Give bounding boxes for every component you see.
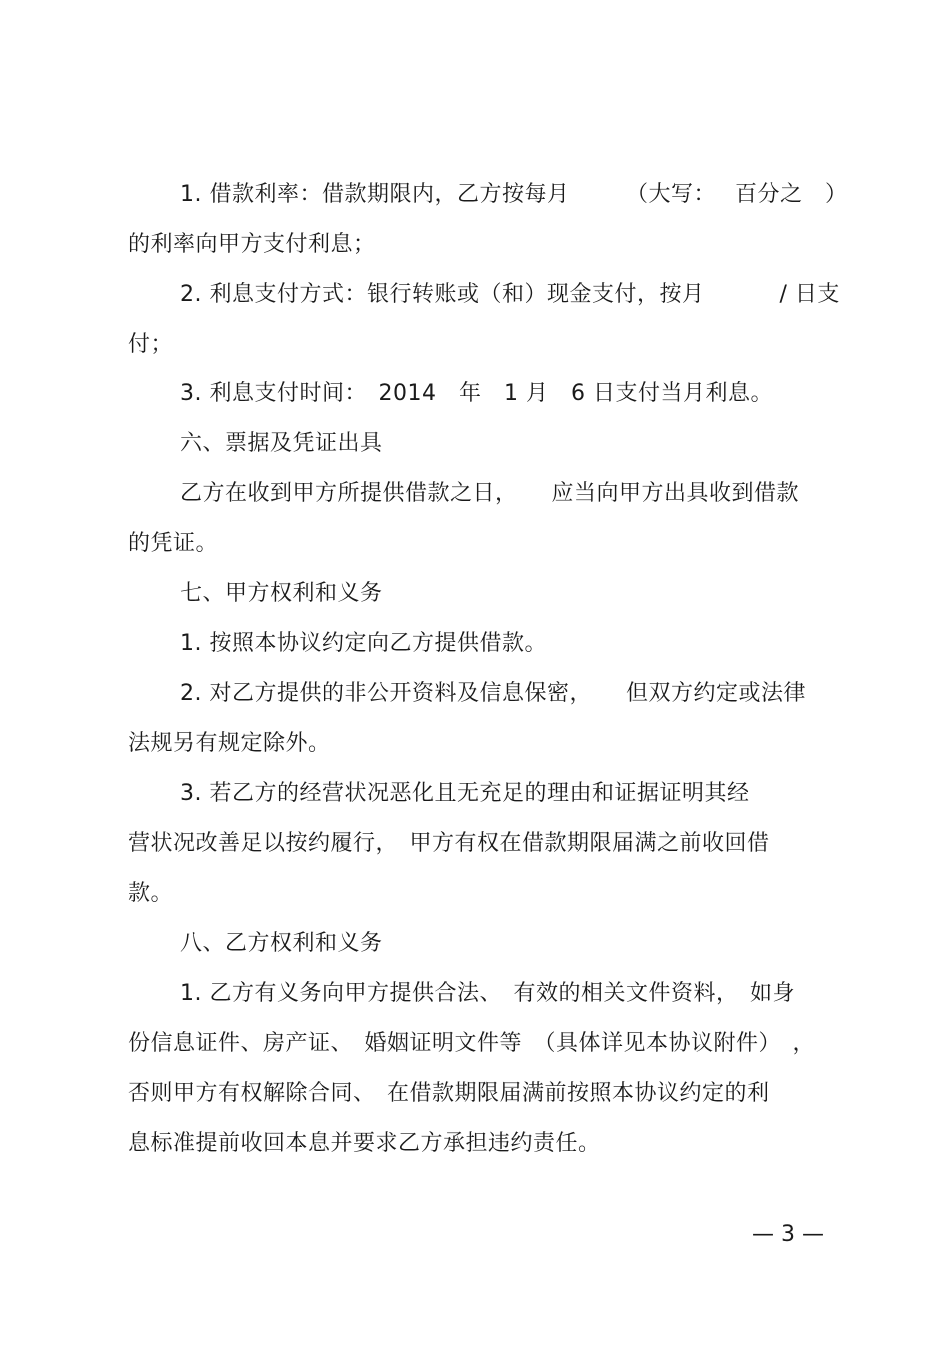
text-line: 息标准提前收回本息并要求乙方承担违约责任。 <box>128 1131 601 1156</box>
text-line: 否则甲方有权解除合同、 在借款期限届满前按照本协议约定的利 <box>128 1081 770 1106</box>
text-line: 的凭证。 <box>128 531 219 556</box>
text-line: 2. 对乙方提供的非公开资料及信息保密， 但双方约定或法律 <box>180 681 806 706</box>
text-line: 营状况改善足以按约履行， 甲方有权在借款期限届满之前收回借 <box>128 831 770 856</box>
text-line: 3. 若乙方的经营状况恶化且无充足的理由和证据证明其经 <box>180 781 750 806</box>
text-line: 乙方在收到甲方所提供借款之日， 应当向甲方出具收到借款 <box>180 481 800 506</box>
text-line: 法规另有规定除外。 <box>128 731 331 756</box>
text-line: 1. 借款利率：借款期限内，乙方按每月 （大写： 百分之 ） <box>180 182 848 207</box>
text-line: 3. 利息支付时间： 2014 年 1 月 6 日支付当月利息。 <box>180 381 773 406</box>
text-line: 付； <box>128 332 174 357</box>
text-line: 1. 按照本协议约定向乙方提供借款。 <box>180 631 547 656</box>
section-heading: 八、乙方权利和义务 <box>180 931 383 956</box>
section-heading: 七、甲方权利和义务 <box>180 581 383 606</box>
text-line: 款。 <box>128 881 174 906</box>
text-line: 1. 乙方有义务向甲方提供合法、 有效的相关文件资料， 如身 <box>180 981 795 1006</box>
page-number: — 3 — <box>752 1222 824 1247</box>
text-line: 2. 利息支付方式：银行转账或（和）现金支付，按月 / 日支 <box>180 282 840 307</box>
section-heading: 六、票据及凭证出具 <box>180 431 383 456</box>
text-line: 的利率向甲方支付利息； <box>128 232 376 257</box>
text-line: 份信息证件、房产证、 婚姻证明文件等 （具体详见本协议附件） ， <box>128 1031 816 1056</box>
